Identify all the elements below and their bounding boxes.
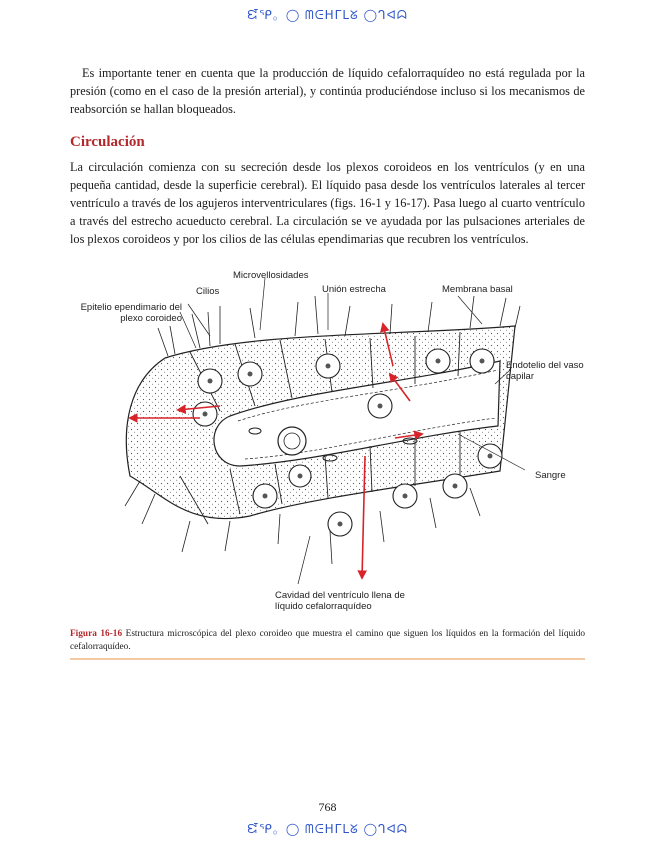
page-number: 768 [318,800,337,814]
figure-caption-label: Figura 16-16 [70,629,123,639]
caption-divider [70,658,585,660]
label-microvellosidades: Microvellosidades [233,270,309,281]
label-sangre: Sangre [535,470,566,481]
figure-caption [70,628,585,654]
intro-paragraph: Es importante tener en cuenta que la producción de líquido cefalorraquídeo no está regulada por la presión (como en el caso de la presión arterial), y continúa produciéndose incluso si los mecanismos de reabsorción se hallan bloqueados. [70,66,585,116]
circulation-paragraph: La circulación comienza con su secreción desde los plexos coroideos en los ventrículos (y en una pequeña cantidad, desde la superficie cerebral). El líquido pasa desde los ventrículos laterales al tercer ventrículo a través de los agujeros interventriculares (figs. 16-1 y 16-17). Pasa luego al cuarto ventrículo a través del estrecho acueducto cerebral. La circulación se ve ayudada por las pulsaciones arteriales de los plexos coroideos y por los cilios de las células ependimarias que recubren los ventrículos. [70,160,585,246]
label-epitelio: Epitelio ependimario del plexo coroideo [80,302,182,324]
label-cavidad: Cavidad del ventrículo llena de líquido cefalorraquídeo [275,590,405,612]
label-membrana-basal: Membrana basal [442,284,513,295]
red-blood-cell [278,427,306,455]
header-watermark: ᘿᕿ。◯ ᗰᕮᕼᒥᒪᘜ ◯ᒉᐊᗣ [247,8,408,22]
label-union-estrecha: Unión estrecha [322,284,386,295]
label-cilios: Cilios [196,286,220,297]
label-endotelio: Endotelio del vaso capilar [506,360,584,382]
figure-caption-text: Estructura microscópica del plexo coroideo que muestra el camino que siguen los líquidos en la formación del líquido cefalorraquídeo. [70,629,585,652]
section-heading: Circulación [70,134,145,150]
choroid-plexus-figure [70,266,585,624]
footer-watermark: ᘿᕿ。◯ ᗰᕮᕼᒥᒪᘜ ◯ᒉᐊᗣ [247,822,408,836]
